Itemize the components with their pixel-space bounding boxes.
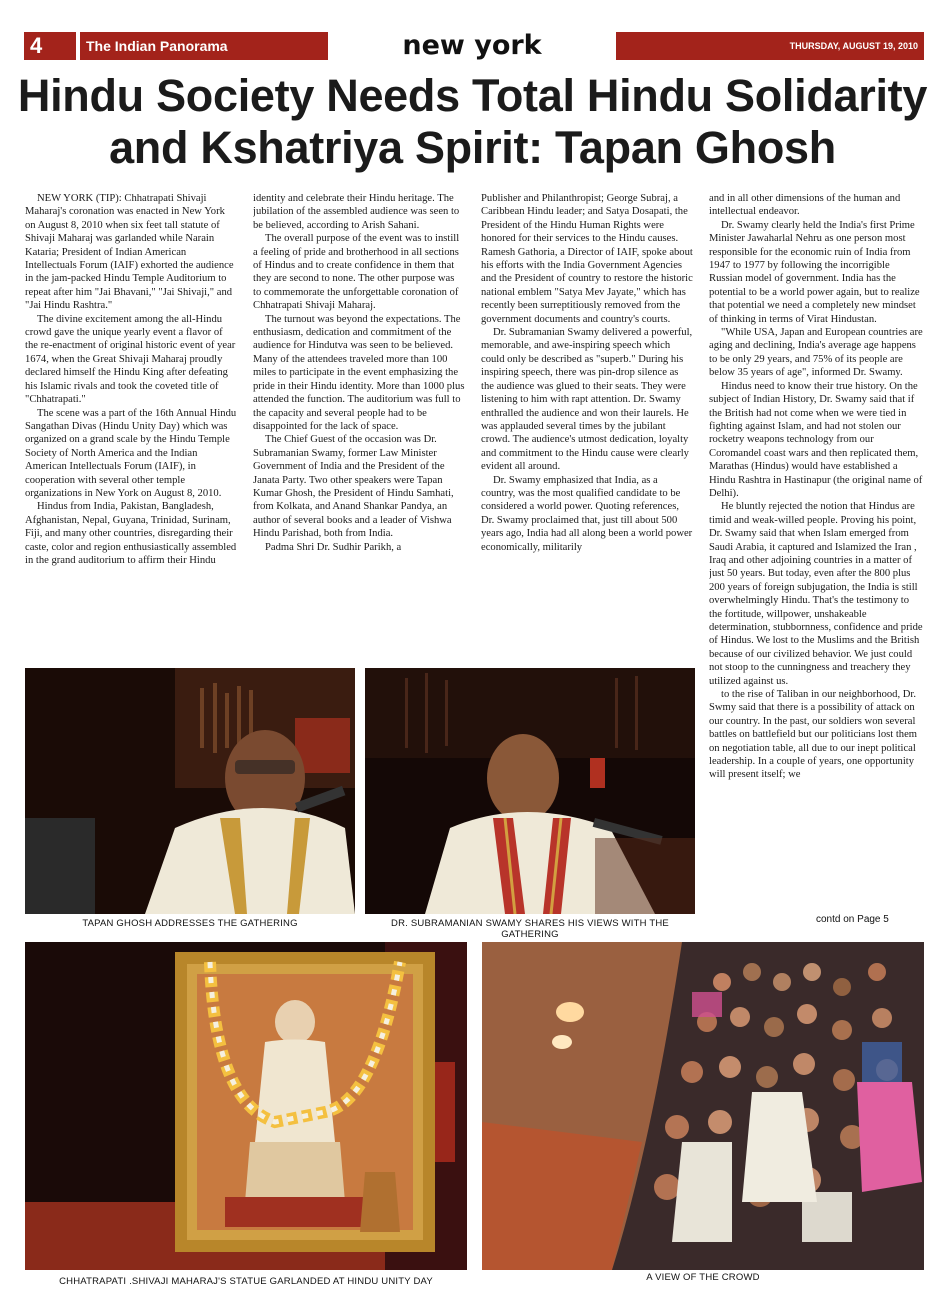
paragraph: Padma Shri Dr. Sudhir Parikh, a bbox=[265, 541, 402, 553]
paragraph: Hindus need to know their true history. On the subject of Indian History, Dr. Swamy said that if the British had not come when we were tied in fighting against Islam, and had not stolen our rocketry weapons technology from our Coromandel coast wars and then replicated them, Marathas (Hindus) would have established a Hindu Rashtra in Hastinapur (the original name of Delhi). bbox=[709, 380, 923, 499]
photo-subramanian-swamy bbox=[365, 668, 695, 914]
paragraph: and in all other dimensions of the human and intellectual endeavor. bbox=[709, 193, 901, 218]
article-column-4 bbox=[709, 192, 924, 914]
headline-line-1: Hindu Society Needs Total Hindu Solidarity bbox=[17, 70, 928, 121]
photo-crowd bbox=[482, 942, 924, 1270]
section-title: new york bbox=[402, 30, 542, 61]
photo-shivaji-statue bbox=[25, 942, 467, 1270]
caption-photo-1: TAPAN GHOSH ADDRESSES THE GATHERING bbox=[82, 918, 298, 929]
caption-photo-2: DR. SUBRAMANIAN SWAMY SHARES HIS VIEWS WITH THE GATHERING bbox=[391, 918, 669, 940]
paragraph: The overall purpose of the event was to instill a feeling of pride and brotherhood in all sections of Hindus and to create confidence in them that they are second to none. The other purpose was to commemorate the unforgettable coronation of Chhatrapati Shivaji Maharaj. bbox=[253, 233, 460, 312]
paragraph: to the rise of Taliban in our neighborhood, Dr. Swmy said that there is a possibility of attack on our country. In the past, our soldiers won several battles on battlefield but our politicians lost them on negotiation table, all due to our inept political leadership. In a couple of years, one opportunity will present itself; we bbox=[709, 689, 918, 781]
headline bbox=[14, 70, 931, 174]
headline-line-2: and Kshatriya Spirit: Tapan Ghosh bbox=[109, 122, 836, 173]
issue-date: THURSDAY, AUGUST 19, 2010 bbox=[616, 32, 924, 60]
continued-note: contd on Page 5 bbox=[816, 914, 889, 925]
article-column-2 bbox=[253, 192, 465, 652]
paragraph: He bluntly rejected the notion that Hindus are timid and weak-willed people. Proving his point, Dr. Swamy said that when Islam emerged from Saudi Arabia, it captured and Islamized the Iran , Iraq and other adjoining countries in a matter of just 50 years. But today, even after the 800 plus 200 years of foreign subjugation, the India is still overwhelmingly Hindu. That's the testimony to the fortitude, willpower, unshakeable determination, stubbornness, confidence and pride of Hindus. We lost to the Muslims and the British because of our civilized behavior. We just could not stoop to the cunningness and treachery they utilized against us. bbox=[709, 501, 923, 687]
caption-photo-3: CHHATRAPATI .SHIVAJI MAHARAJ'S STATUE GARLANDED AT HINDU UNITY DAY bbox=[59, 1276, 433, 1287]
article-column-3 bbox=[481, 192, 693, 652]
paragraph: The turnout was beyond the expectations. The enthusiasm, dedication and commitment of the audience for Hindutva was seen to be believed. Many of the attendees traveled more than 100 miles to participate in the event emphasizing the pride in their Hindu identity. More than 1000 plus attended the function. The auditorium was full to the capacity and several people had to be disappointed for the lack of space. bbox=[253, 313, 465, 432]
article-column-1 bbox=[25, 192, 237, 652]
paragraph: Publisher and Philanthropist; George Subraj, a Caribbean Hindu leader; and Satya Dosapati, the President of the Hindu Human Rights were honored for their services to the Hindu causes. Ramesh Gathoria, a Director of IAIF, spoke about his efforts with the India Government Agencies and the President of country to restore the historic national emblem "Satya Mev Jayate," which has recently been surreptitiously removed from the government documents and country's courts. bbox=[481, 193, 693, 325]
paragraph: "While USA, Japan and European countries are aging and declining, India's average age happens to be only 29 years, and 75% of its people are below 35 years of age", informed Dr. Swamy. bbox=[709, 327, 923, 379]
paragraph: Dr. Subramanian Swamy delivered a powerful, memorable, and awe-inspiring speech which could only be described as "superb." During his inspiring speech, there was pin-drop silence as the audience was glued to their seats. They were listening to him with rapt attention. Dr. Swamy enthralled the audience and won their laurels. He was applauded several times by the jubilant crowd. The audience's utmost dedication, loyalty and commitment to the Hindu cause were clearly evident all around. bbox=[481, 327, 693, 473]
paragraph: Dr. Swamy clearly held the India's first Prime Minister Jawaharlal Nehru as one person most responsible for the economic ruin of India from 1947 to 1977 by following the incorrigible Russian model of government. India has the potential to be a world power again, but to realize that potential we need a completely new mindset of thinking in terms of Virat Hindustan. bbox=[709, 219, 920, 325]
paragraph: The Chief Guest of the occasion was Dr. Subramanian Swamy, former Law Minister Government of India and the President of the Janata Party. Two other speakers were Tapan Kumar Ghosh, the President of Hindu Samhati, from Kolkata, and Anand Shankar Pandya, an author of several books and a leader of Vishwa Hindu Parishad, both from India. bbox=[253, 434, 454, 540]
publication-name: The Indian Panorama bbox=[80, 32, 328, 60]
photo-tapan-ghosh bbox=[25, 668, 355, 914]
paragraph: Dr. Swamy emphasized that India, as a country, was the most qualified candidate to be considered a world power. Quoting references, Dr. Swamy proclaimed that, just till about 500 years ago, India had all along been a world power economically, militarily bbox=[481, 474, 693, 553]
page-number: 4 bbox=[24, 32, 76, 60]
paragraph: The divine excitement among the all-Hindu crowd gave the unique yearly event a flavor of the re-enactment of original historic event of year 1674, when the Great Shivaji Maharaj proudly declared himself the Hindu King after defeating his Islamic rivals and took the coveted title of "Chhatrapati." bbox=[25, 313, 236, 406]
paragraph: NEW YORK (TIP): Chhatrapati Shivaji Maharaj's coronation was enacted in New York on August 8, 2010 when six feet tall statute of Shivaji Maharaj was garlanded while Narain Kataria; President of Indian American Intellectuals Forum (IAIF) exhorted the audience in the jam-packed Hindu Temple Auditorium to repeat after him "Jai Bhavani," "Jai Shivaji," and "Jai Hindu Rashtra." bbox=[25, 193, 234, 312]
paragraph: Hindus from India, Pakistan, Bangladesh, Afghanistan, Nepal, Guyana, Trinidad, Surinam, Fiji, and many other countries, disregarding their caste, color and region enthusiastically assembled in the grand auditorium to affirm their Hindu bbox=[25, 501, 237, 566]
paragraph: identity and celebrate their Hindu heritage. The jubilation of the assembled audience was seen to be believed, according to Arish Sahani. bbox=[253, 193, 460, 231]
paragraph: The scene was a part of the 16th Annual Hindu Sangathan Divas (Hindu Unity Day) which was organized on a grand scale by the Hindu Temple Society of North America and the Indian American Intellectuals Forum (IAIF), in cooperation with several other temple organizations in New York on August 8, 2010. bbox=[25, 407, 237, 499]
caption-photo-4: A VIEW OF THE CROWD bbox=[646, 1272, 760, 1283]
